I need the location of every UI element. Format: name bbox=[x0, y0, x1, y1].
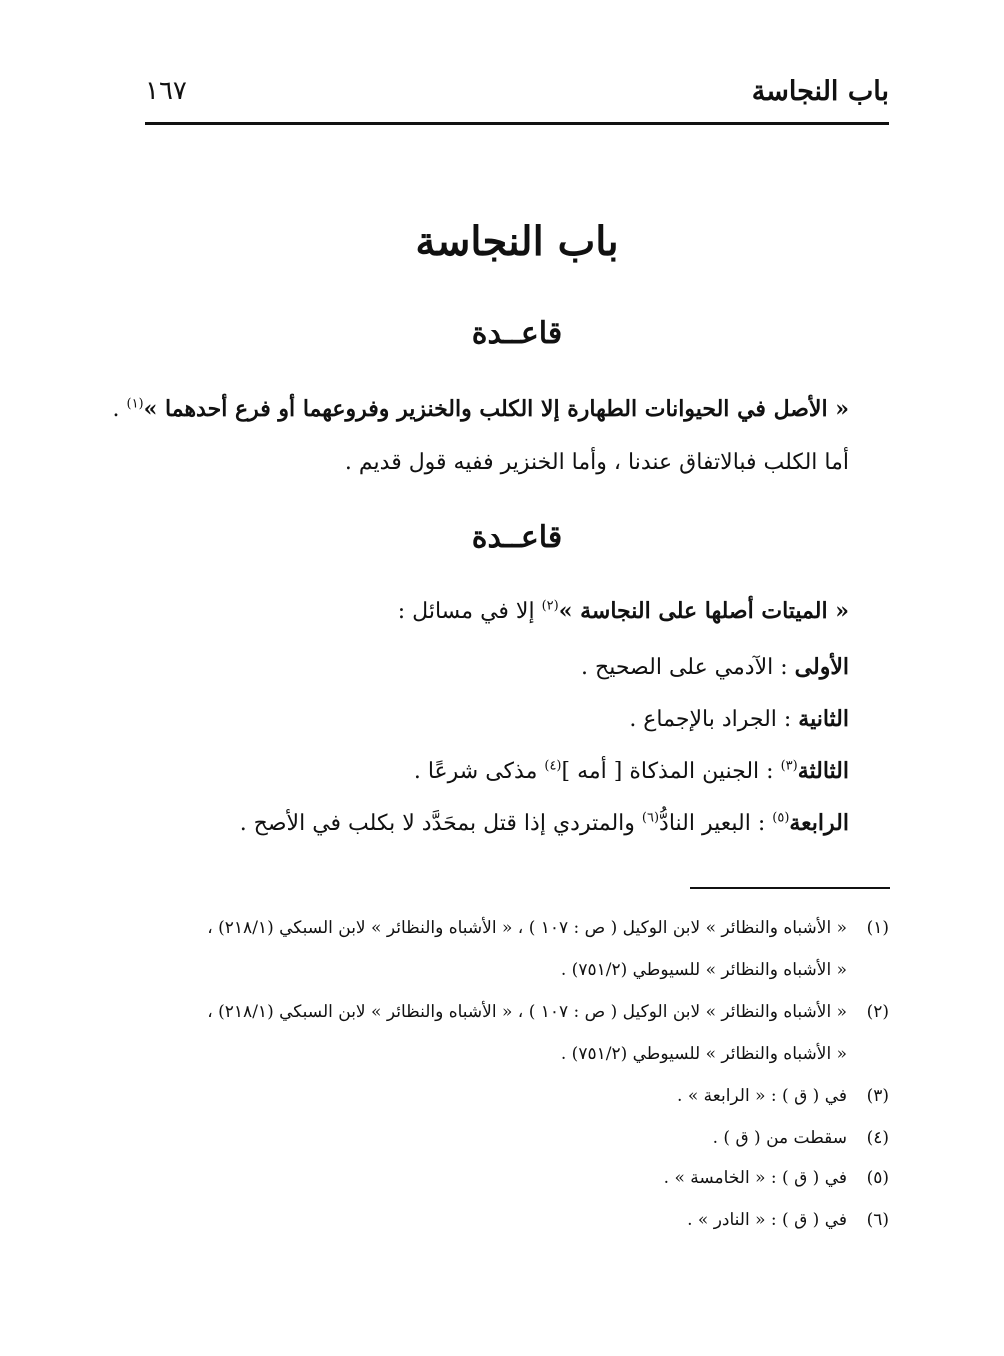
footnote-number: (١) bbox=[866, 918, 889, 938]
footnote-text: « الأشباه والنظائر » لابن الوكيل ( ص : ١٠٧ ) ، « الأشباه والنظائر » لابن السبكي (٢١٨/١) ، bbox=[207, 1002, 847, 1022]
footnote-5 bbox=[664, 1168, 889, 1188]
rule-2-text: « الميتات أصلها على النجاسة » bbox=[558, 598, 849, 624]
rule-1-statement bbox=[112, 396, 849, 422]
issue-item-3 bbox=[414, 758, 849, 784]
footnote-2 bbox=[207, 1002, 889, 1022]
footnote-number: (٢) bbox=[866, 1002, 889, 1022]
issue-text: والمتردي إذا قتل بمحَدَّد لا بكلب في الأصح . bbox=[239, 811, 642, 836]
footnote-number: (٤) bbox=[866, 1128, 889, 1148]
footnote-ref: (٢) bbox=[541, 598, 559, 614]
issue-label: الثانية bbox=[798, 706, 849, 732]
page-header bbox=[145, 72, 889, 122]
issue-text: : الجنين المذكاة [ أمه ] bbox=[561, 759, 781, 784]
footnote-ref: (٤) bbox=[544, 758, 562, 774]
rule-2-statement bbox=[398, 598, 849, 624]
chapter-title: باب النجاسة bbox=[415, 218, 619, 265]
footnote-number: (٣) bbox=[866, 1086, 889, 1106]
footnote-3 bbox=[677, 1086, 889, 1106]
issue-text: مذكى شرعًا . bbox=[413, 759, 545, 784]
footnote-4 bbox=[713, 1128, 889, 1148]
issue-text: : البعير النادُّ bbox=[659, 811, 773, 836]
footnote-text: في ( ق ) : « الخامسة » . bbox=[663, 1168, 847, 1188]
footnote-text: في ( ق ) : « النادر » . bbox=[687, 1210, 847, 1230]
issue-text: : الآدمي على الصحيح . bbox=[581, 655, 795, 680]
header-rule bbox=[145, 122, 889, 125]
running-title: باب النجاسة bbox=[751, 76, 889, 107]
issue-label: الأولى bbox=[794, 654, 849, 680]
rule-1-commentary: أما الكلب فبالاتفاق عندنا ، وأما الخنزير ففيه قول قديم . bbox=[344, 450, 849, 475]
issue-item-2 bbox=[629, 706, 849, 732]
footnote-ref: (٣) bbox=[780, 758, 798, 774]
footnote-ref: (٥) bbox=[772, 810, 790, 826]
issue-text: : الجراد بالإجماع . bbox=[629, 707, 799, 732]
rule-heading-1: قاعــدة bbox=[471, 316, 563, 351]
footnote-ref: (١) bbox=[126, 396, 144, 412]
footnote-6 bbox=[687, 1210, 889, 1230]
rule-2-tail: إلا في مسائل : bbox=[397, 599, 542, 624]
footnote-2-continued: « الأشباه والنظائر » للسيوطي (٧٥١/٢) . bbox=[560, 1044, 847, 1064]
issue-label: الثالثة bbox=[797, 758, 849, 784]
footnote-number: (٥) bbox=[866, 1168, 889, 1188]
rule-1-end: . bbox=[112, 397, 127, 422]
footnote-1-continued: « الأشباه والنظائر » للسيوطي (٧٥١/٢) . bbox=[560, 960, 847, 980]
footnote-1 bbox=[207, 918, 889, 938]
rule-1-text: « الأصل في الحيوانات الطهارة إلا الكلب والخنزير وفروعهما أو فرع أحدهما » bbox=[143, 396, 849, 422]
footnote-number: (٦) bbox=[866, 1210, 889, 1230]
footnote-text: في ( ق ) : « الرابعة » . bbox=[677, 1086, 847, 1106]
issue-item-1 bbox=[581, 654, 849, 680]
rule-heading-2: قاعــدة bbox=[471, 520, 563, 555]
footnote-text: سقطت من ( ق ) . bbox=[712, 1128, 847, 1148]
footnote-text: « الأشباه والنظائر » لابن الوكيل ( ص : ١٠٧ ) ، « الأشباه والنظائر » لابن السبكي (٢١٨/١) ، bbox=[207, 918, 847, 938]
issue-item-4 bbox=[240, 810, 849, 836]
footnote-ref: (٦) bbox=[641, 810, 660, 826]
page-number: ١٦٧ bbox=[145, 76, 187, 106]
footnote-separator bbox=[690, 887, 890, 889]
issue-label: الرابعة bbox=[789, 810, 849, 836]
